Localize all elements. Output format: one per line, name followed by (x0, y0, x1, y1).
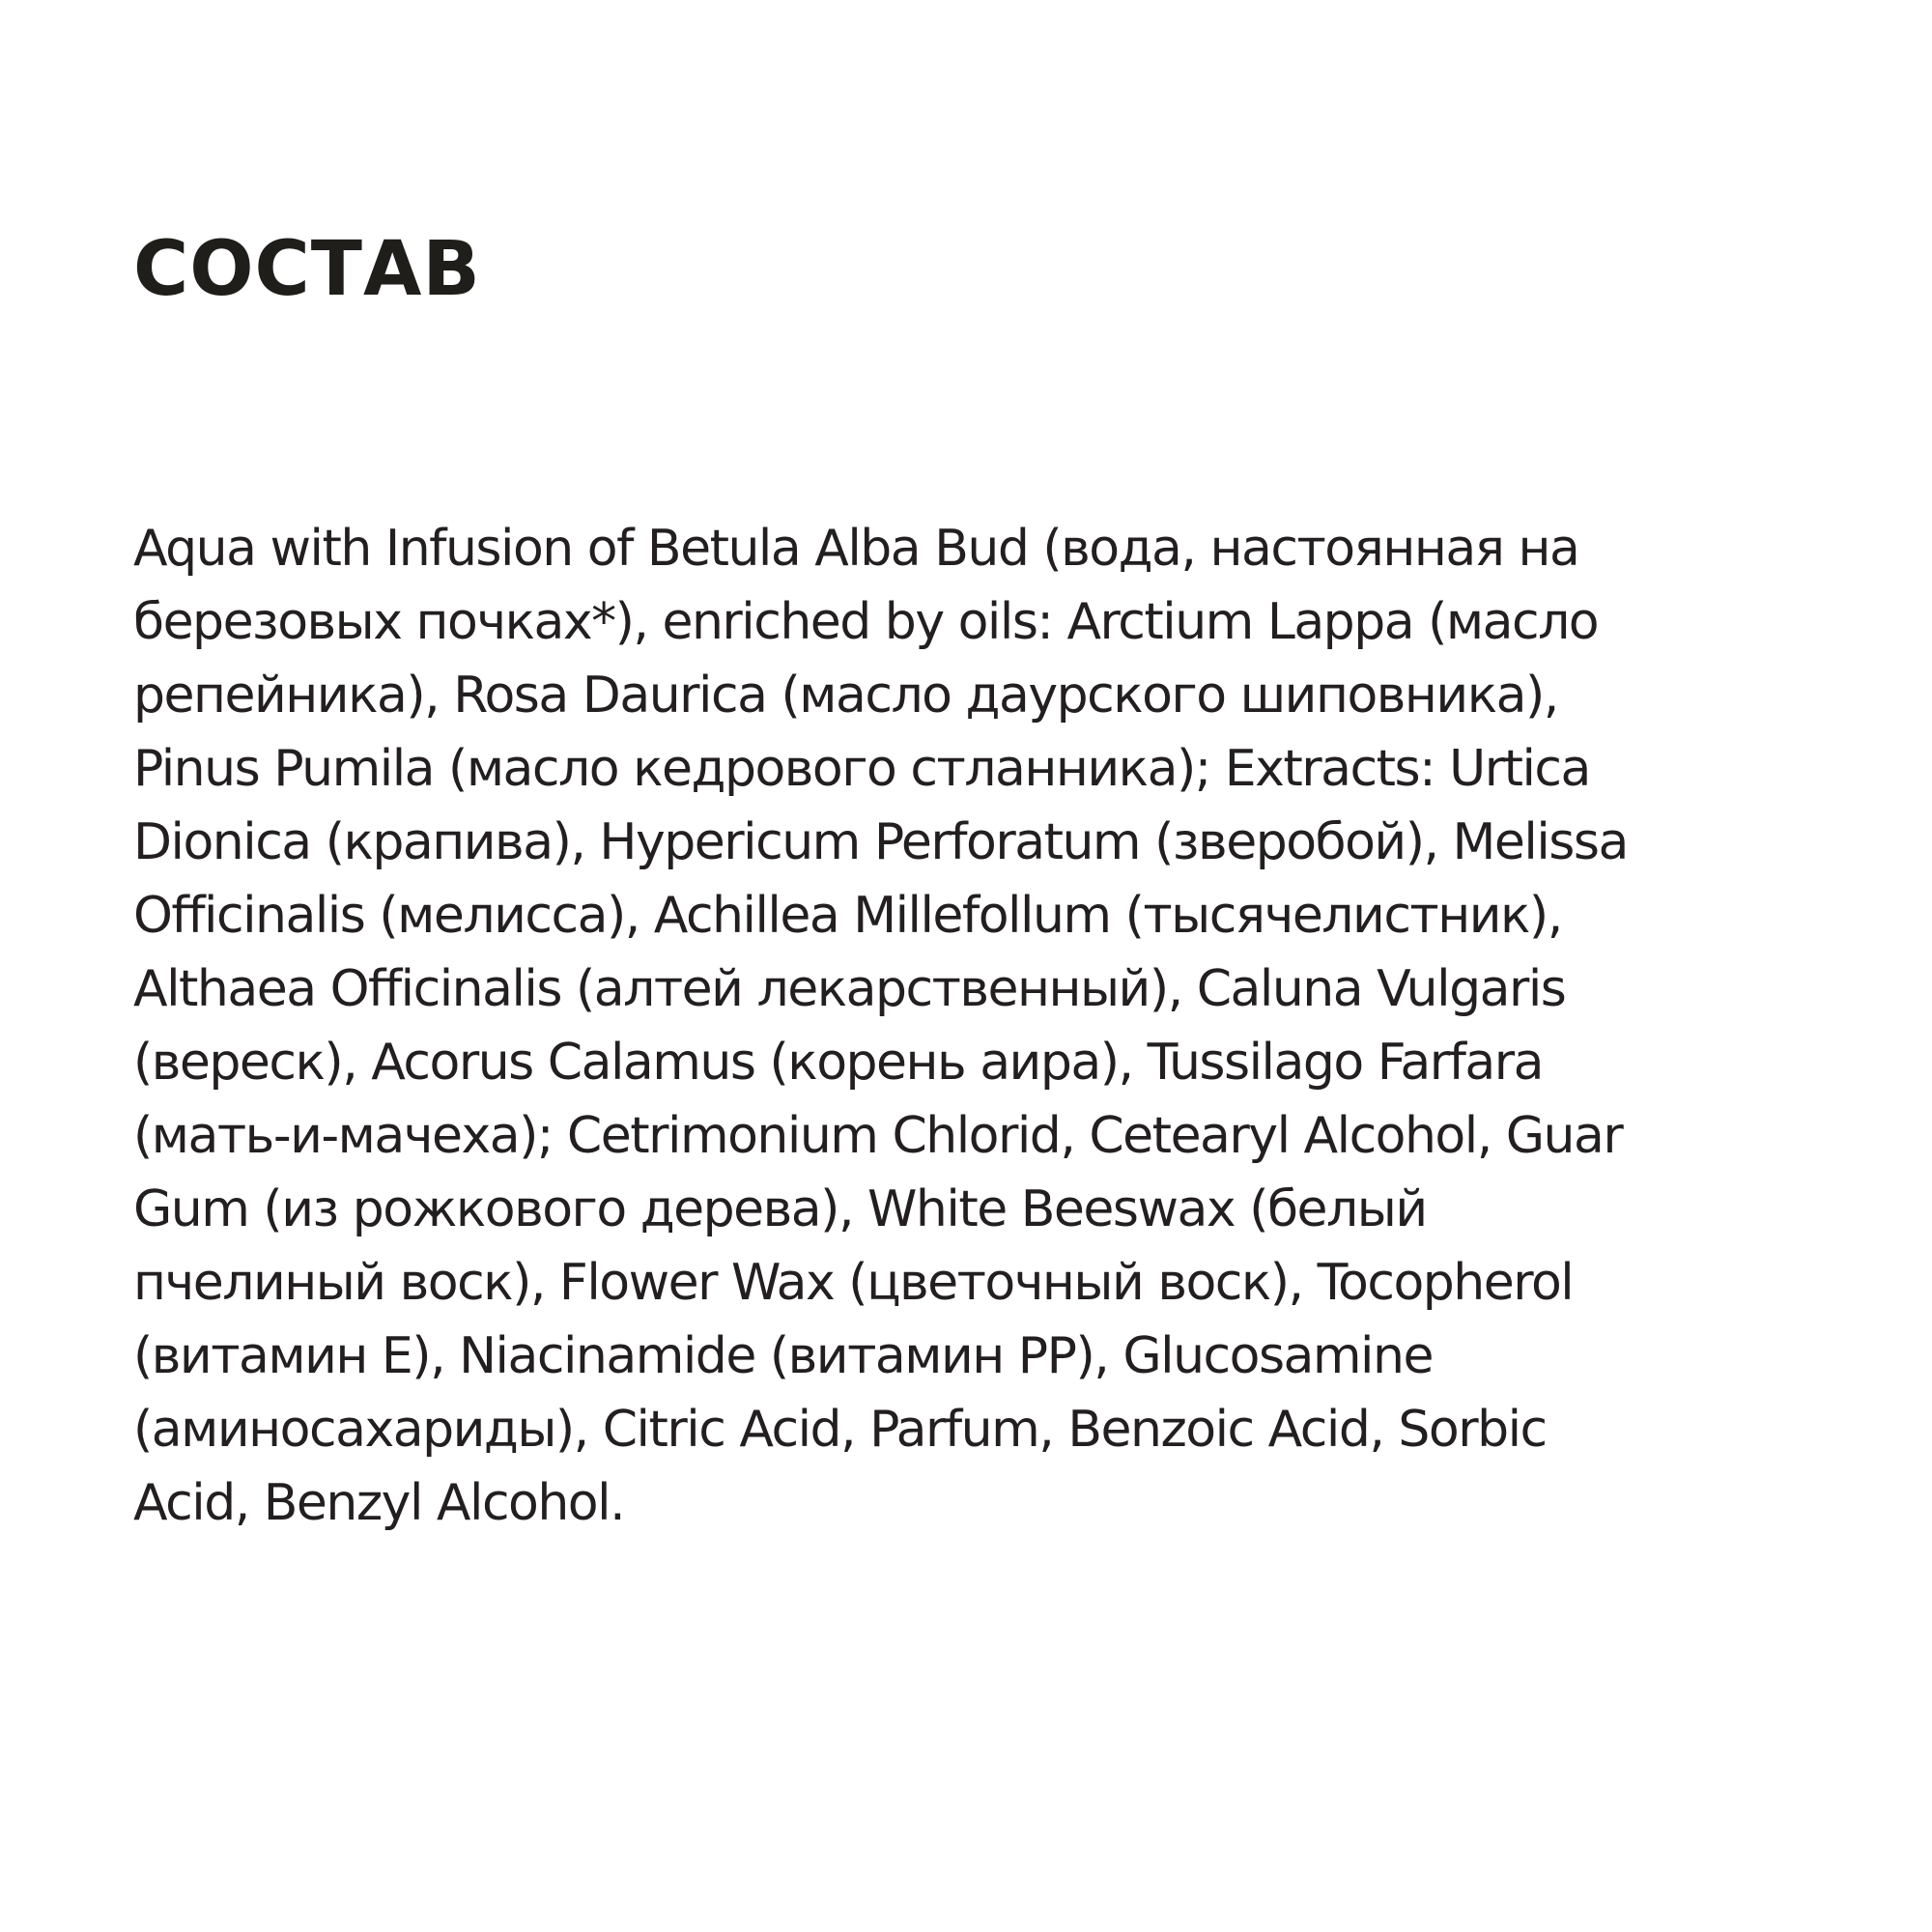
ingredients-line: пчелиный воск), Flower Wax (цветочный воск), Tocopherol (133, 1254, 1574, 1312)
ingredients-line: Aqua with Infusion of Betula Alba Bud (вода, настоянная на (133, 520, 1579, 578)
ingredients-line: (вереск), Acorus Calamus (корень аира), Tussilago Farfara (133, 1034, 1543, 1092)
page-title: СОСТАВ (133, 226, 481, 313)
ingredients-line: березовых почках*), enriched by oils: Arctium Lappa (масло (133, 593, 1599, 651)
ingredients-text (133, 512, 1833, 1540)
ingredients-line: Althaea Officinalis (алтей лекарственный), Caluna Vulgaris (133, 960, 1566, 1018)
ingredients-line: (мать-и-мачеха); Cetrimonium Chlorid, Cetearyl Alcohol, Guar (133, 1107, 1623, 1165)
ingredients-line: репейника), Rosa Daurica (масло даурского шиповника), (133, 667, 1558, 724)
ingredients-line: Dionica (крапива), Hypericum Perforatum (зверобой), Melissa (133, 813, 1628, 871)
ingredients-line: Pinus Pumila (масло кедрового стланника); Extracts: Urtica (133, 740, 1590, 798)
ingredients-line: Officinalis (мелисса), Achillea Millefollum (тысячелистник), (133, 887, 1562, 945)
ingredients-line: (витамин E), Niacinamide (витамин PP), Glucosamine (133, 1327, 1433, 1385)
ingredients-line: (аминосахариды), Citric Acid, Parfum, Benzoic Acid, Sorbic (133, 1401, 1547, 1459)
ingredients-line: Acid, Benzyl Alcohol. (133, 1474, 625, 1532)
ingredients-line: Gum (из рожкового дерева), White Beeswax (белый (133, 1180, 1427, 1238)
